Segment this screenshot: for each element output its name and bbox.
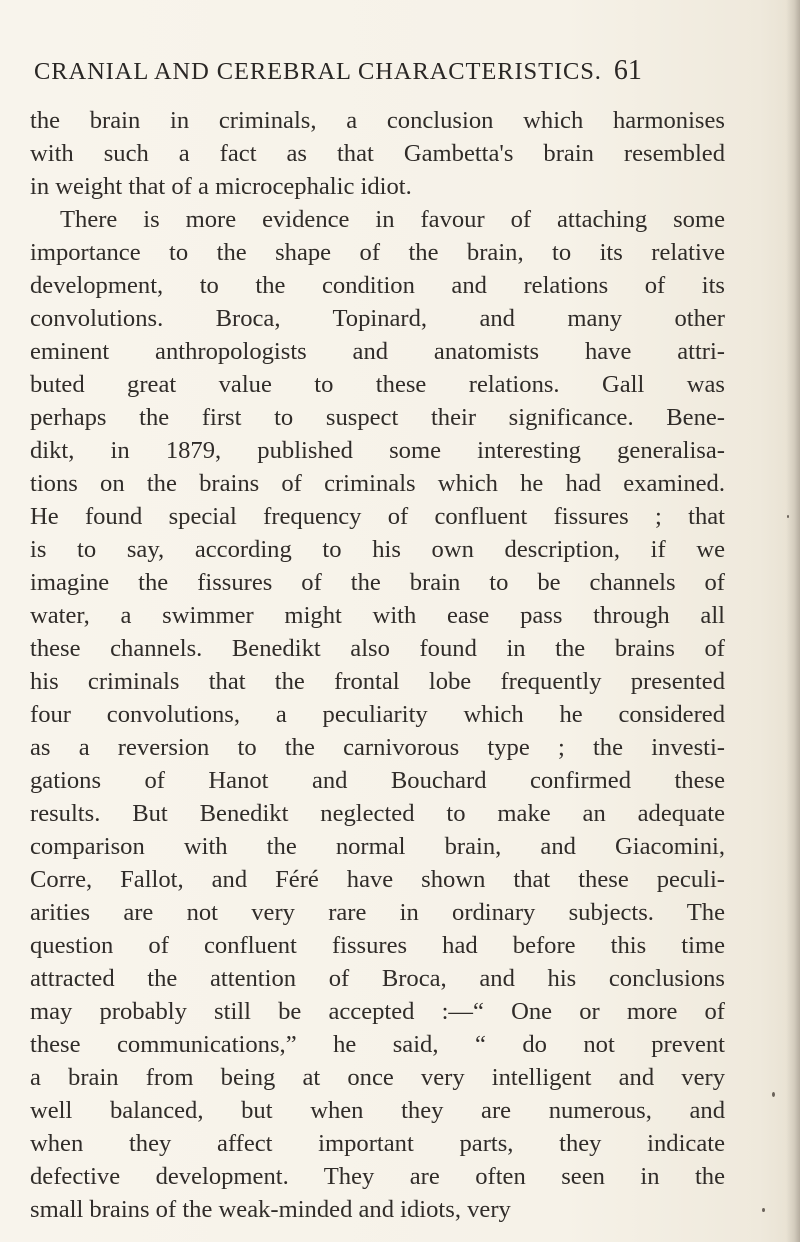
text-line: is to say, according to his own description, if we — [30, 536, 725, 563]
text-line: development, to the condition and relations of its — [30, 272, 725, 299]
text-line: dikt, in 1879, published some interesting generalisa- — [30, 437, 725, 464]
text-line: a brain from being at once very intelligent and very — [30, 1064, 725, 1091]
text-line: four convolutions, a peculiarity which he considered — [30, 701, 725, 728]
text-line: perhaps the first to suspect their significance. Bene- — [30, 404, 725, 431]
print-speck — [772, 1092, 775, 1097]
text-line: eminent anthropologists and anatomists have attri- — [30, 338, 725, 365]
page-number: 61 — [613, 55, 642, 86]
text-line: with such a fact as that Gambetta's brain resembled — [30, 140, 725, 167]
text-line: his criminals that the frontal lobe frequently presented — [30, 668, 725, 695]
text-line: imagine the fissures of the brain to be channels of — [30, 569, 725, 596]
text-line: He found special frequency of confluent fissures ; that — [30, 503, 725, 530]
text-line: in weight that of a microcephalic idiot. — [30, 173, 412, 200]
text-line: Corre, Fallot, and Féré have shown that these peculi- — [30, 866, 725, 893]
page-edge-shadow — [786, 0, 800, 1242]
text-line: small brains of the weak-minded and idiots, very — [30, 1196, 511, 1223]
text-line: these communications,” he said, “ do not prevent — [30, 1031, 725, 1058]
text-line: when they affect important parts, they indicate — [30, 1130, 725, 1157]
text-line: comparison with the normal brain, and Giacomini, — [30, 833, 725, 860]
text-line: as a reversion to the carnivorous type ; the investi- — [30, 734, 725, 761]
text-line: the brain in criminals, a conclusion which harmonises — [30, 107, 725, 134]
text-line: may probably still be accepted :—“ One or more of — [30, 998, 725, 1025]
text-line: importance to the shape of the brain, to its relative — [30, 239, 725, 266]
text-line: tions on the brains of criminals which he had examined. — [30, 470, 725, 497]
text-line: There is more evidence in favour of attaching some — [60, 206, 725, 233]
print-speck — [762, 1208, 765, 1212]
text-line: buted great value to these relations. Gall was — [30, 371, 725, 398]
print-speck — [787, 515, 789, 518]
text-line: convolutions. Broca, Topinard, and many other — [30, 305, 725, 332]
text-line: well balanced, but when they are numerous, and — [30, 1097, 725, 1124]
text-line: question of confluent fissures had before this time — [30, 932, 725, 959]
text-line: water, a swimmer might with ease pass through all — [30, 602, 725, 629]
text-line: these channels. Benedikt also found in the brains of — [30, 635, 725, 662]
text-line: attracted the attention of Broca, and his conclusions — [30, 965, 725, 992]
body-text — [30, 104, 725, 1226]
text-line: results. But Benedikt neglected to make an adequate — [30, 800, 725, 827]
text-line: defective development. They are often seen in the — [30, 1163, 725, 1190]
text-line: arities are not very rare in ordinary subjects. The — [30, 899, 725, 926]
text-line: gations of Hanot and Bouchard confirmed these — [30, 767, 725, 794]
running-head-title: CRANIAL AND CEREBRAL CHARACTERISTICS. — [34, 58, 602, 85]
running-head — [34, 55, 714, 95]
